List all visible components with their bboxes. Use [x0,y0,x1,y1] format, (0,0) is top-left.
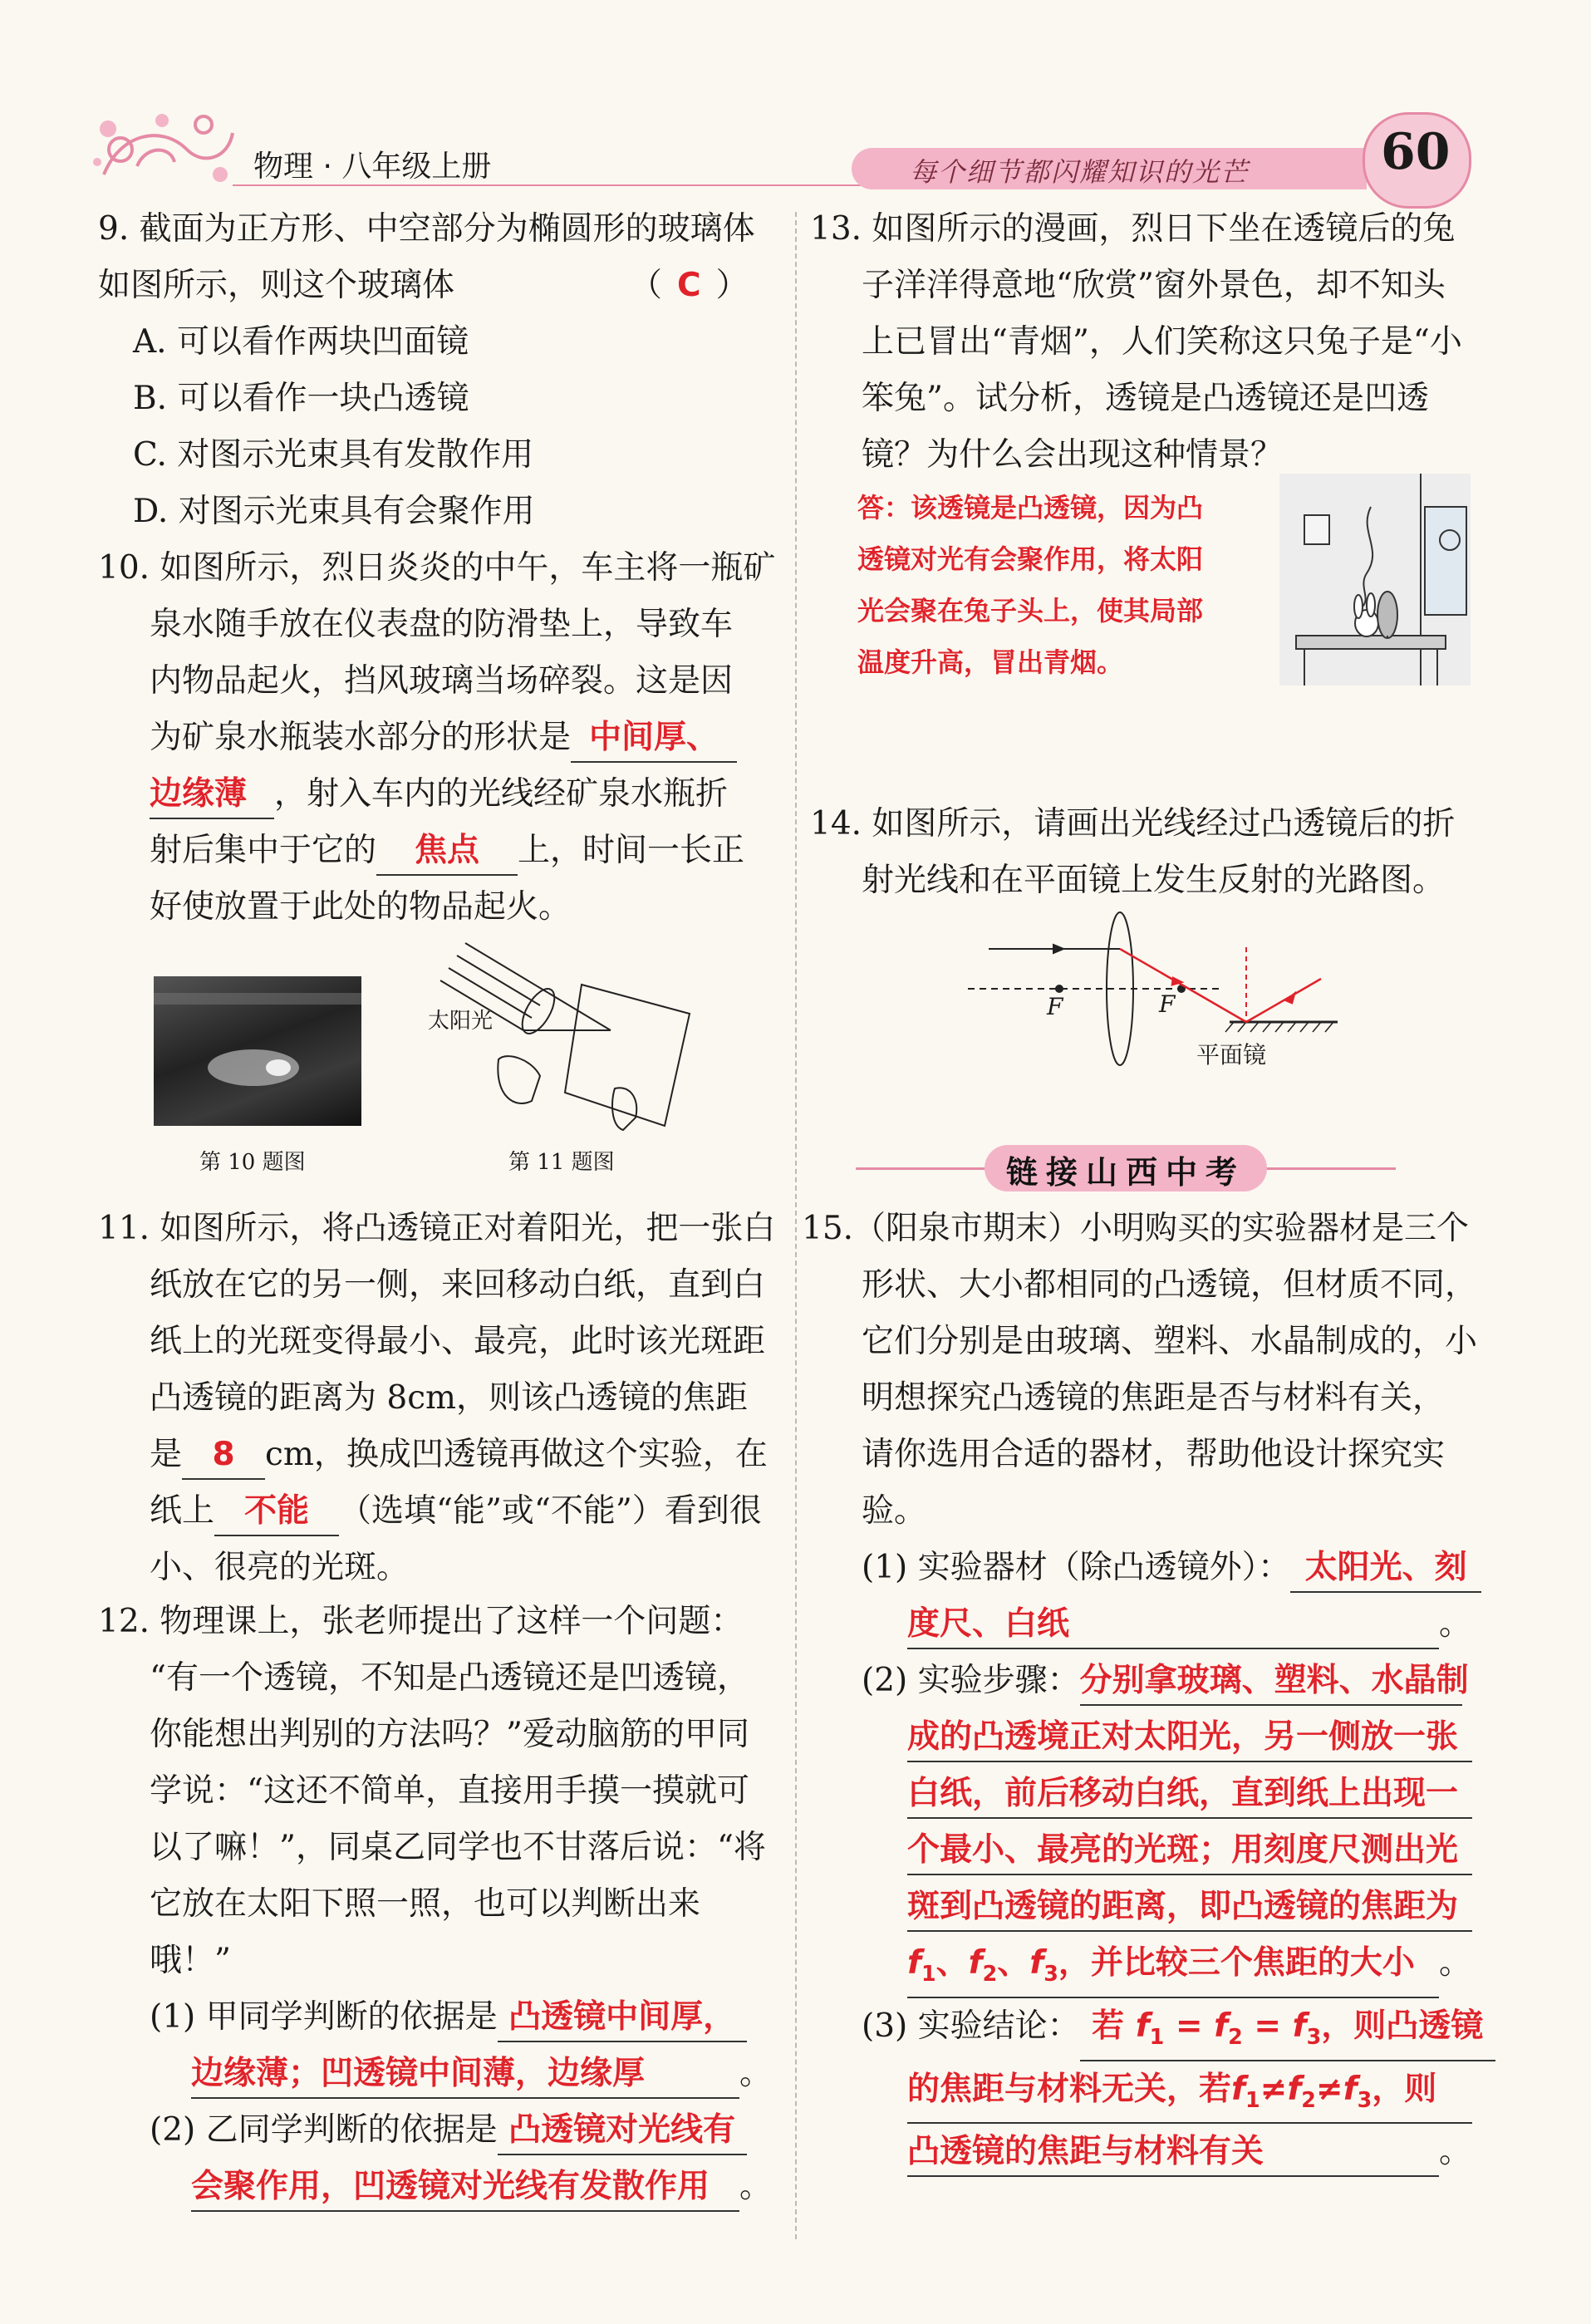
q10-line: 泉水随手放在仪表盘的防滑垫上，导致车 [150,606,734,643]
q10-answer-1a: 中间厚、 [589,719,719,756]
q9-line: 如图所示，则这个玻璃体 （ C ） [98,258,763,314]
q9-answer-paren: （ C ） [630,267,749,304]
q12-part-1: (1) 甲同学判断的依据是 凸透镜中间厚， [98,1989,779,2046]
bottle-icon [154,976,361,1126]
q15-part-2: (2) 实验步骤：分别拿玻璃、塑料、水晶制 [802,1653,1491,1709]
question-10 [98,540,779,936]
q11-figure [415,935,706,1134]
q12-line: 以了嘛！”，同桌乙同学也不甘落后说：“将 [150,1829,766,1866]
q12-part-2: (2) 乙同学判断的依据是 凸透镜对光线有 [98,2102,779,2159]
question-12 [98,1594,779,2215]
q12-answer-1a: 凸透镜中间厚， [508,1998,736,2036]
q15-line: 形状、大小都相同的凸透镜，但材质不同， [862,1266,1478,1304]
q13-line: 子洋洋得意地“欣赏”窗外景色，却不知头 [862,267,1446,304]
q13-line: 13. 如图所示的漫画，烈日下坐在透镜后的兔 [810,210,1456,248]
q10-line: 内物品起火，挡风玻璃当场碎裂。这是因 [150,662,734,700]
q12-answer-2b: 会聚作用，凹透镜对光线有发散作用 [191,2168,710,2205]
q15-answer-3c: 凸透镜的焦距与材料有关 [907,2133,1264,2171]
floral-ornament-icon [87,100,237,199]
q12-line: 哦！” [150,1942,231,1979]
q10-line: 边缘薄 ，射入车内的光线经矿泉水瓶折 [98,766,779,823]
q11-line: 11. 如图所示，将凸透镜正对着阳光，把一张白 [98,1210,776,1247]
q15-part-1: (1) 实验器材（除凸透镜外）： 太阳光、刻 [802,1540,1491,1596]
q11-line: 凸透镜的距离为 8cm，则该凸透镜的焦距 [150,1379,749,1417]
q12-line: 它放在太阳下照一照，也可以判断出来 [150,1885,701,1923]
q14-line: 射光线和在平面镜上发生反射的光路图。 [862,862,1446,899]
q12-part-1: 边缘薄；凹透镜中间薄，边缘厚 。 [98,2046,779,2102]
q12-line: 你能想出判别的方法吗？”爱动脑筋的甲同 [150,1716,749,1753]
q12-answer-1b: 边缘薄；凹透镜中间薄，边缘厚 [191,2055,646,2092]
focal-point-left-label: F [1047,993,1063,1020]
q13-rabbit-cartoon [1279,474,1471,685]
q15-line: 15.（阳泉市期末）小明购买的实验器材是三个 [802,1210,1470,1247]
page-number: 60 [1381,123,1451,181]
q10-line: 10. 如图所示，烈日炎炎的中午，车主将一瓶矿 [98,549,776,587]
q15-part-3: 凸透镜的焦距与材料有关 。 [802,2124,1491,2180]
q15-part-3: (3) 实验结论： 若 $f_1 = f_2 = f_3$，则凸透镜 [802,1998,1491,2061]
q9-answer: C [677,267,701,304]
question-13 [810,201,1491,484]
q10-answer-2: 焦点 [415,832,480,869]
q11-answer-1: 8 [212,1436,235,1473]
q15-answer-1a: 太阳光、刻 [1304,1549,1467,1586]
sun-light-label: 太阳光 [428,1009,494,1034]
q15-part-2: $f_1$、$f_2$、$f_3$，并比较三个焦距的大小 。 [802,1935,1491,1998]
q15-answer-1b: 度尺、白纸 [907,1605,1070,1643]
q11-line: 纸放在它的另一侧，来回移动白纸，直到白 [150,1266,766,1304]
q9-line: 9. 截面为正方形、中空部分为椭圆形的玻璃体 [98,210,755,248]
q15-answer-3a: 若 $f_1 = f_2 = f_3$，则凸透镜 [1092,2007,1484,2049]
q15-line: 它们分别是由玻璃、塑料、水晶制成的，小 [862,1323,1478,1360]
q13-line: 镜？为什么会出现这种情景？ [862,436,1284,474]
q15-part-1: 度尺、白纸 。 [802,1596,1491,1653]
q10-figure-caption: 第 10 题图 [199,1150,306,1175]
q15-line: 明想探究凸透镜的焦距是否与材料有关， [862,1379,1446,1417]
q10-line: 好使放置于此处的物品起火。 [150,888,572,926]
q15-part-2: 个最小、最亮的光斑；用刻度尺测出光 [802,1822,1491,1879]
q12-part-2: 会聚作用，凹透镜对光线有发散作用 。 [98,2159,779,2215]
slogan-text: 每个细节都闪耀知识的光芒 [910,156,1250,188]
q12-answer-2a: 凸透镜对光线有 [508,2111,736,2149]
subject-label: 物理 · 八年级上册 [253,150,492,184]
q9-option: C. 对图示光束具有发散作用 [133,436,534,474]
q11-answer-2: 不能 [244,1492,310,1530]
q12-line: “有一个透镜，不知是凸透镜还是凹透镜， [150,1659,749,1697]
q15-part-3 [802,2061,1491,2125]
column-divider [795,212,797,2239]
question-11 [98,1201,779,1596]
q9-option: D. 对图示光束具有会聚作用 [133,493,535,530]
q13-line: 上已冒出“青烟”，人们笑称这只兔子是“小 [862,323,1462,361]
q15-answer-2: 分别拿玻璃、塑料、水晶制 [1079,1662,1469,1699]
q14-line: 14. 如图所示，请画出光线经过凸透镜后的折 [810,805,1456,843]
question-15 [802,1201,1491,2180]
q11-line: 是 8 cm，换成凹透镜再做这个实验，在 [98,1427,779,1483]
q13-line: 笨兔”。试分析，透镜是凸透镜还是凹透 [862,380,1429,417]
q11-line: 小、很亮的光斑。 [150,1549,410,1586]
focal-point-right-label: F [1159,990,1176,1018]
q15-part-2: 成的凸透境正对太阳光，另一侧放一张 [802,1709,1491,1766]
section-title: 链接山西中考 [1005,1154,1245,1191]
q9-option: B. 可以看作一块凸透镜 [133,380,469,417]
mirror-label: 平面镜 [1196,1041,1267,1069]
q10-line: 为矿泉水瓶装水部分的形状是 中间厚、 [98,710,779,766]
q10-line: 射后集中于它的 焦点 上，时间一长正 [98,823,779,879]
q13-answer: 答：该透镜是凸透镜，因为凸 透镜对光有会聚作用，将太阳 光会聚在兔子头上，使其局部 温度升高，冒出青烟。 [857,492,1204,678]
q15-answer-3b: 的焦距与材料无关，若$f_1\ne f_2\ne f_3$，则 [907,2070,1437,2112]
question-14 [810,796,1491,909]
q10-answer-1b: 边缘薄 [150,775,248,813]
q15-part-2: 白纸，前后移动白纸，直到纸上出现一 [802,1766,1491,1822]
q11-figure-caption: 第 11 题图 [508,1150,615,1175]
q9-option: A. 可以看作两块凹面镜 [133,323,469,361]
q15-part-2: 斑到凸透镜的距离，即凸透镜的焦距为 [802,1879,1491,1935]
q12-line: 12. 物理课上，张老师提出了这样一个问题： [98,1603,744,1640]
q11-line: 纸上 不能 （选填“能”或“不能”）看到很 [98,1483,779,1540]
q11-line: 纸上的光斑变得最小、最亮，此时该光斑距 [150,1323,766,1360]
q15-line: 验。 [862,1492,927,1530]
q12-line: 学说：“这还不简单，直接用手摸一摸就可 [150,1772,749,1810]
q10-photo [154,976,361,1126]
q14-optics-diagram [955,906,1346,1088]
q15-line: 请你选用合适的器材，帮助他设计探究实 [862,1436,1446,1473]
question-9 [98,201,763,540]
